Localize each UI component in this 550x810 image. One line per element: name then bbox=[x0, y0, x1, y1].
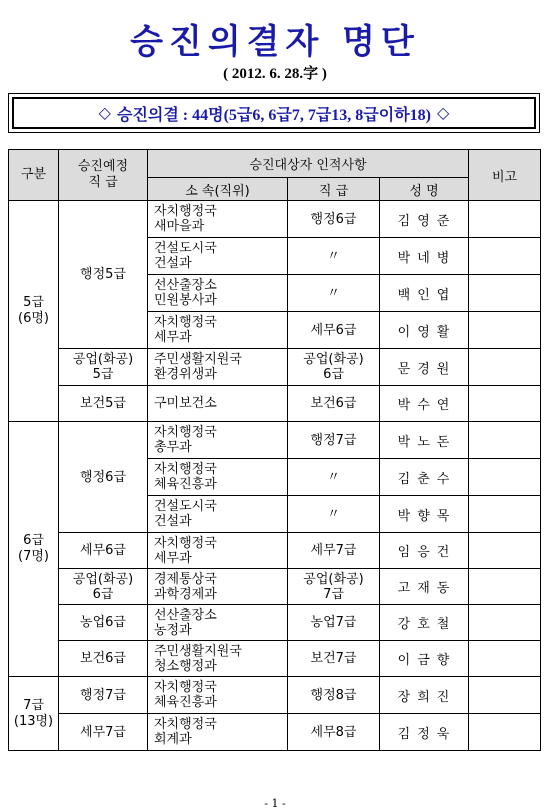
remarks-cell bbox=[469, 386, 541, 422]
remarks-cell bbox=[469, 533, 541, 569]
position-cell: 행정7급 bbox=[59, 677, 148, 714]
remarks-cell bbox=[469, 496, 541, 533]
name-cell: 이영활 bbox=[380, 312, 469, 349]
affiliation-line2: 세무과 bbox=[154, 330, 192, 345]
remarks-cell bbox=[469, 641, 541, 677]
table-row bbox=[9, 714, 541, 751]
affiliation-line1: 경제통상국 bbox=[154, 571, 217, 587]
position-cell: 행정6급 bbox=[59, 422, 148, 533]
header-grade: 직 급 bbox=[288, 178, 380, 201]
grade-cell: 〃 bbox=[288, 238, 380, 275]
header-category: 구분 bbox=[9, 150, 59, 201]
affiliation-line2: 새마을과 bbox=[154, 219, 205, 234]
affiliation-cell bbox=[148, 238, 288, 275]
position-line2: 5급 bbox=[92, 367, 114, 382]
affiliation-line1: 자치행정국 bbox=[154, 462, 217, 477]
position-cell: 보건6급 bbox=[59, 641, 148, 677]
affiliation-line2: 체육진흥과 bbox=[154, 695, 217, 710]
remarks-cell bbox=[469, 605, 541, 641]
grade-cell: 세무7급 bbox=[288, 533, 380, 569]
name-cell: 박향목 bbox=[380, 496, 469, 533]
position-line2: 6급 bbox=[92, 586, 114, 602]
affiliation-cell bbox=[148, 386, 288, 422]
affiliation-line1: 건설도시국 bbox=[154, 499, 217, 514]
header-name: 성 명 bbox=[380, 178, 469, 201]
name-cell: 장희진 bbox=[380, 677, 469, 714]
affiliation-line1: 선산출장소 bbox=[154, 278, 217, 293]
name-cell: 김영준 bbox=[380, 201, 469, 238]
table-row bbox=[9, 533, 541, 569]
summary-box bbox=[8, 93, 540, 133]
affiliation-line2: 건설과 bbox=[154, 256, 192, 271]
remarks-cell bbox=[469, 275, 541, 312]
grade-cell: 세무6급 bbox=[288, 312, 380, 349]
grade-line2: 7급 bbox=[323, 586, 344, 602]
position-cell bbox=[59, 349, 148, 386]
position-cell: 농업6급 bbox=[59, 605, 148, 641]
affiliation-line2: 세무과 bbox=[154, 550, 192, 566]
remarks-cell bbox=[469, 714, 541, 751]
group-count: (7명) bbox=[18, 549, 49, 564]
affiliation-cell bbox=[148, 569, 288, 605]
affiliation-cell bbox=[148, 605, 288, 641]
remarks-cell bbox=[469, 312, 541, 349]
affiliation-line1: 자치행정국 bbox=[154, 680, 217, 695]
affiliation-line1: 선산출장소 bbox=[154, 607, 217, 623]
diamond-icon: ◇ bbox=[98, 105, 111, 122]
position-line1: 공업(화공) bbox=[72, 352, 134, 367]
group-label: 6급 bbox=[23, 533, 44, 548]
header-position-line2: 직 급 bbox=[88, 175, 118, 190]
name-cell: 문경원 bbox=[380, 349, 469, 386]
grade-cell: 〃 bbox=[288, 459, 380, 496]
affiliation-line1: 구미보건소 bbox=[154, 396, 217, 411]
name-cell: 임응건 bbox=[380, 533, 469, 569]
grade-cell bbox=[288, 349, 380, 386]
position-cell: 행정5급 bbox=[59, 201, 148, 349]
remarks-cell bbox=[469, 238, 541, 275]
grade-cell: 〃 bbox=[288, 496, 380, 533]
affiliation-line1: 건설도시국 bbox=[154, 241, 217, 256]
name-cell: 김정욱 bbox=[380, 714, 469, 751]
table-row bbox=[9, 677, 541, 714]
group-label: 7급 bbox=[23, 697, 44, 713]
header-remarks: 비고 bbox=[469, 150, 541, 201]
name-cell: 이금향 bbox=[380, 641, 469, 677]
affiliation-cell bbox=[148, 422, 288, 459]
table-row bbox=[9, 386, 541, 422]
affiliation-line1: 자치행정국 bbox=[154, 315, 217, 330]
affiliation-line2: 과학경제과 bbox=[154, 586, 217, 602]
header-affiliation: 소 속(직위) bbox=[148, 178, 288, 201]
affiliation-cell bbox=[148, 275, 288, 312]
page-number: - 1 - bbox=[264, 797, 286, 810]
page-title: 승진의결자 명단 bbox=[130, 22, 420, 62]
affiliation-cell bbox=[148, 533, 288, 569]
affiliation-line1: 자치행정국 bbox=[154, 425, 217, 440]
position-cell: 보건5급 bbox=[59, 386, 148, 422]
affiliation-line1: 자치행정국 bbox=[154, 717, 217, 732]
grade-cell: 행정7급 bbox=[288, 422, 380, 459]
affiliation-line2: 체육진흥과 bbox=[154, 477, 217, 492]
grade-cell: 세무8급 bbox=[288, 714, 380, 751]
remarks-cell bbox=[469, 349, 541, 386]
affiliation-cell bbox=[148, 349, 288, 386]
affiliation-line2: 환경위생과 bbox=[154, 367, 217, 382]
group-cell bbox=[9, 422, 59, 677]
table-row bbox=[9, 641, 541, 677]
affiliation-cell bbox=[148, 714, 288, 751]
affiliation-cell bbox=[148, 201, 288, 238]
name-cell: 강호철 bbox=[380, 605, 469, 641]
position-cell: 세무7급 bbox=[59, 714, 148, 751]
affiliation-cell bbox=[148, 312, 288, 349]
table-row bbox=[9, 605, 541, 641]
table-row bbox=[9, 569, 541, 605]
summary-inner-box bbox=[12, 97, 536, 129]
affiliation-line1: 주민생활지원국 bbox=[154, 352, 242, 367]
affiliation-cell bbox=[148, 641, 288, 677]
affiliation-line2: 농정과 bbox=[154, 622, 192, 638]
affiliation-line2: 건설과 bbox=[154, 514, 192, 529]
diamond-icon: ◇ bbox=[437, 105, 450, 122]
group-label: 5급 bbox=[23, 295, 44, 310]
table-row bbox=[9, 422, 541, 459]
promotion-table bbox=[8, 149, 541, 751]
remarks-cell bbox=[469, 569, 541, 605]
group-count: (13명) bbox=[13, 713, 54, 729]
affiliation-cell bbox=[148, 677, 288, 714]
affiliation-line2: 총무과 bbox=[154, 440, 192, 455]
affiliation-line2: 청소행정과 bbox=[154, 658, 217, 674]
group-cell bbox=[9, 201, 59, 422]
position-cell: 세무6급 bbox=[59, 533, 148, 569]
remarks-cell bbox=[469, 201, 541, 238]
name-cell: 고재동 bbox=[380, 569, 469, 605]
name-cell: 김춘수 bbox=[380, 459, 469, 496]
name-cell: 박네병 bbox=[380, 238, 469, 275]
remarks-cell bbox=[469, 459, 541, 496]
header-target-info: 승진대상자 인적사항 bbox=[148, 150, 469, 178]
table-row bbox=[9, 201, 541, 238]
document-date: ( 2012. 6. 28.字 ) bbox=[223, 66, 327, 82]
position-line1: 공업(화공) bbox=[72, 571, 134, 587]
table-row bbox=[9, 349, 541, 386]
affiliation-line2: 회계과 bbox=[154, 732, 192, 747]
grade-cell bbox=[288, 569, 380, 605]
header-position bbox=[59, 150, 148, 201]
affiliation-cell bbox=[148, 496, 288, 533]
grade-line1: 공업(화공) bbox=[303, 571, 364, 587]
grade-cell: 보건7급 bbox=[288, 641, 380, 677]
grade-cell: 보건6급 bbox=[288, 386, 380, 422]
grade-cell: 〃 bbox=[288, 275, 380, 312]
remarks-cell bbox=[469, 422, 541, 459]
grade-cell: 농업7급 bbox=[288, 605, 380, 641]
group-cell bbox=[9, 677, 59, 751]
name-cell: 백인엽 bbox=[380, 275, 469, 312]
affiliation-line1: 자치행정국 bbox=[154, 535, 217, 551]
remarks-cell bbox=[469, 677, 541, 714]
group-count: (6명) bbox=[18, 311, 49, 326]
position-cell bbox=[59, 569, 148, 605]
grade-cell: 행정6급 bbox=[288, 201, 380, 238]
summary-text: 승진의결 : 44명(5급6, 6급7, 7급13, 8급이하18) bbox=[116, 106, 431, 124]
header-position-line1: 승진예정 bbox=[77, 159, 129, 174]
grade-line1: 공업(화공) bbox=[303, 352, 364, 367]
affiliation-line1: 주민생활지원국 bbox=[154, 643, 242, 659]
grade-cell: 행정8급 bbox=[288, 677, 380, 714]
name-cell: 박노돈 bbox=[380, 422, 469, 459]
name-cell: 박수연 bbox=[380, 386, 469, 422]
affiliation-line2: 민원봉사과 bbox=[154, 293, 217, 308]
affiliation-cell bbox=[148, 459, 288, 496]
grade-line2: 6급 bbox=[323, 367, 344, 382]
affiliation-line1: 자치행정국 bbox=[154, 204, 217, 219]
